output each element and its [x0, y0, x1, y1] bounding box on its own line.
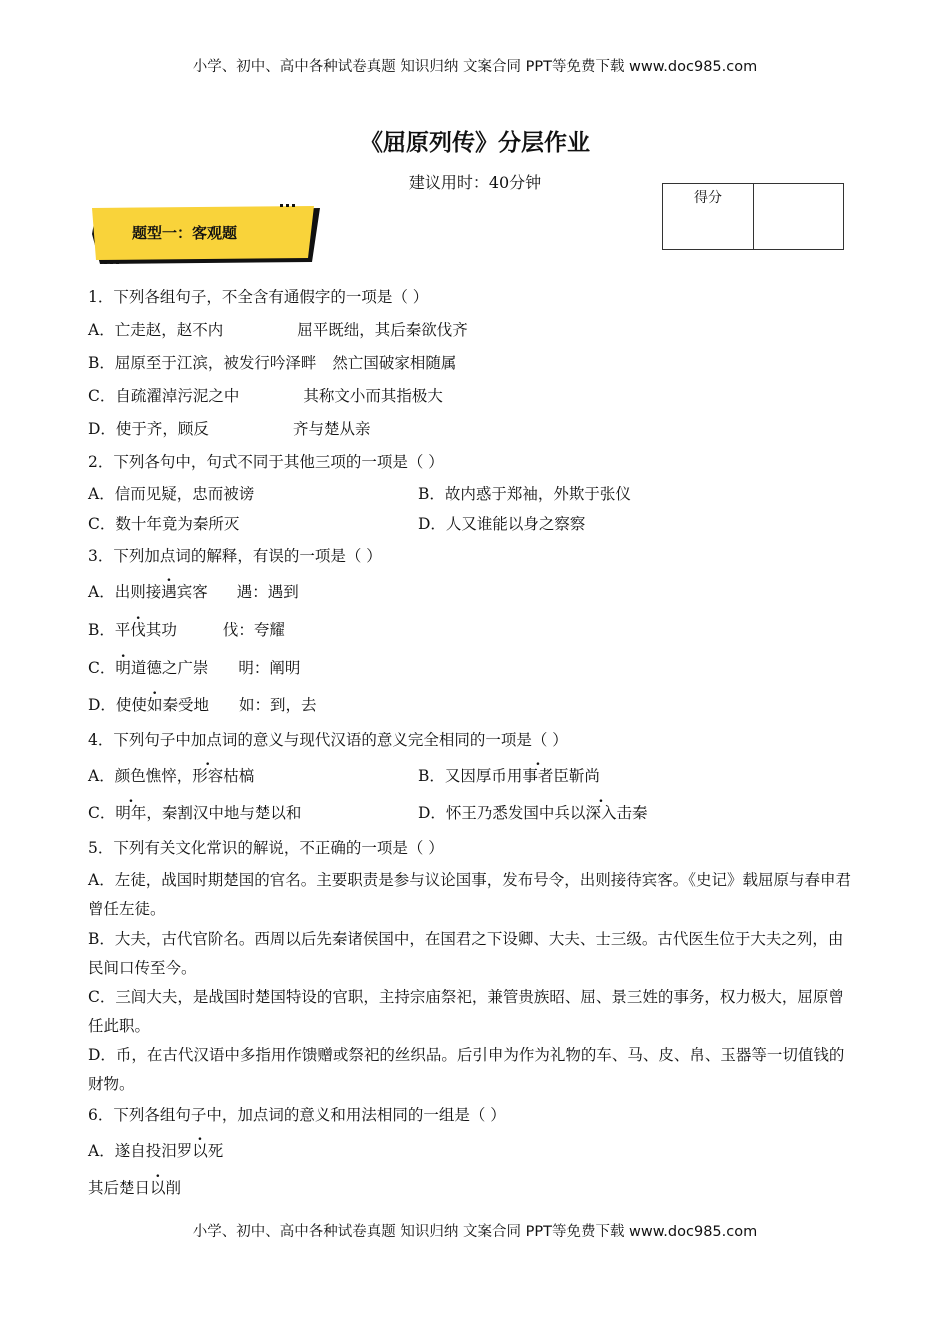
q4-stem: 4．下列句子中加点词的意义与现代汉语的意义完全相同的一项是（ ）: [88, 731, 568, 749]
q4-d-dotted-word: 深入: [585, 804, 617, 822]
q4-d-text-rest: 击秦: [616, 804, 648, 822]
q1-d-right: 齐与楚从亲: [292, 420, 371, 438]
q3-option-c[interactable]: [88, 658, 300, 678]
q6-stem: 6．下列各组句子中，加点词的意义和用法相同的一组是（ ）: [88, 1106, 506, 1124]
q1-option-b[interactable]: [88, 353, 456, 373]
q1-c-right: 其称文小而其指极大: [303, 387, 443, 405]
q3-c-text: C．: [88, 659, 116, 677]
q1-b-right: 然亡国破家相随属: [332, 354, 457, 372]
q4-option-c[interactable]: [88, 803, 301, 823]
q1-d-left: D．使于齐，顾反: [88, 420, 209, 438]
q4-c-dotted-word: 明年: [115, 804, 147, 822]
q3-option-b[interactable]: [88, 620, 285, 640]
q6-a2-text-rest: 削: [165, 1179, 182, 1197]
q3-a-dotted-word: 遇: [161, 583, 177, 601]
q5-option-c[interactable]: C．三闾大夫，是战国时楚国特设的官职，主持宗庙祭祀，兼管贵族昭、屈、景三姓的事务，权力极大，屈原曾任此职。: [88, 988, 844, 1035]
q3-b-explanation: 伐：夸耀: [222, 621, 285, 639]
q5-option-d[interactable]: D．币，在古代汉语中多指用作馈赠或祭祀的丝织品。后引申为作为礼物的车、马、皮、帛、玉器等一切值钱的财物。: [88, 1046, 845, 1093]
q3-b-text-rest: 其功: [145, 621, 177, 639]
q4-option-a[interactable]: [88, 766, 254, 786]
q3-option-d[interactable]: [88, 695, 316, 715]
q1-option-c[interactable]: [88, 386, 443, 406]
q1-c-left: C．自疏濯淖污泥之中: [88, 387, 240, 405]
q1-option-d[interactable]: [88, 419, 370, 439]
q4-a-text-rest: 枯槁: [223, 767, 255, 785]
q1-option-a[interactable]: [88, 320, 468, 340]
score-label: 得分: [663, 184, 754, 249]
q1-stem: 1．下列各组句子，不全含有通假字的一项是（ ）: [88, 288, 429, 306]
q4-d-text: D．怀王乃悉发国中兵以: [418, 804, 586, 822]
q6-a2-text: 其后楚日: [88, 1179, 151, 1197]
suggested-time: 建议用时：40分钟: [408, 173, 542, 192]
q3-d-text: D．使使: [88, 696, 147, 714]
q1-b-left: B．屈原至于江滨，被发行吟泽畔: [88, 354, 317, 372]
q3-c-dotted-word: 明: [115, 659, 131, 677]
q3-stem: 3．下列加点词的解释，有误的一项是（ ）: [88, 547, 382, 565]
q3-option-a[interactable]: [88, 582, 299, 602]
q5-stem: 5．下列有关文化常识的解说，不正确的一项是（ ）: [88, 839, 444, 857]
q2-option-a[interactable]: A．信而见疑，忠而被谤: [88, 485, 255, 503]
q3-c-explanation: 明：阐明: [238, 659, 301, 677]
q4-option-d[interactable]: [418, 803, 647, 823]
q6-a2-dotted-word: 以: [150, 1179, 166, 1197]
q4-a-dotted-word: 形容: [192, 767, 224, 785]
q6-a-text: A．遂自投汨罗: [88, 1142, 193, 1160]
q6-a-text-rest: 死: [207, 1142, 224, 1160]
q3-b-text: B．平: [88, 621, 131, 639]
q5-option-b[interactable]: B．大夫，古代官阶名。西周以后先秦诸侯国中，在国君之下设卿、大夫、士三级。古代医生位于大夫之列，由民间口传至今。: [88, 930, 844, 977]
page-header: 小学、初中、高中各种试卷真题 知识归纳 文案合同 PPT等免费下载 www.doc985.com: [192, 59, 758, 75]
q3-a-text: A．出则接: [88, 583, 162, 601]
q3-d-text-rest: 秦受地: [162, 696, 209, 714]
q4-a-text: A．颜色憔悴，: [88, 767, 193, 785]
document-title: 《屈原列传》分层作业: [360, 130, 590, 156]
q2-option-c[interactable]: C．数十年竟为秦所灭: [88, 515, 240, 533]
q4-b-dotted-word: 事者: [522, 767, 554, 785]
q2-option-d[interactable]: D．人又谁能以身之察察: [418, 515, 586, 533]
q3-a-explanation: 遇：遇到: [236, 583, 299, 601]
page-footer: 小学、初中、高中各种试卷真题 知识归纳 文案合同 PPT等免费下载 www.doc985.com: [192, 1224, 758, 1240]
q5-option-a[interactable]: A．左徒，战国时期楚国的官名。主要职责是参与议论国事，发布号令，出则接待宾客。《史记》载屈原与春申君曾任左徒。: [88, 871, 851, 918]
q1-a-left: A．亡走赵，赵不内: [88, 321, 224, 339]
q6-option-a-second[interactable]: [88, 1178, 181, 1198]
q1-a-right: 屈平既绌，其后秦欲伐齐: [297, 321, 468, 339]
q4-c-text-rest: ，秦割汉中地与楚以和: [146, 804, 302, 822]
q2-option-b[interactable]: B．故内惑于郑袖，外欺于张仪: [418, 485, 631, 503]
score-box: [662, 183, 844, 250]
q4-option-b[interactable]: [418, 766, 600, 786]
q4-b-text: B．又因厚币用: [418, 767, 523, 785]
q6-a-dotted-word: 以: [192, 1142, 208, 1160]
q4-c-text: C．: [88, 804, 116, 822]
q3-c-text-rest: 道德之广崇: [130, 659, 209, 677]
q2-stem: 2．下列各句中，句式不同于其他三项的一项是（ ）: [88, 453, 444, 471]
score-value-cell[interactable]: [754, 184, 843, 249]
section-banner: [90, 204, 322, 264]
q6-option-a[interactable]: [88, 1141, 223, 1161]
q3-d-explanation: 如：到，去: [238, 696, 317, 714]
section-title: 题型一：客观题: [132, 224, 238, 242]
q3-b-dotted-word: 伐: [130, 621, 146, 639]
q3-d-dotted-word: 如: [146, 696, 163, 714]
q4-b-text-rest: 臣靳尚: [553, 767, 600, 785]
q3-a-text-rest: 宾客: [176, 583, 208, 601]
